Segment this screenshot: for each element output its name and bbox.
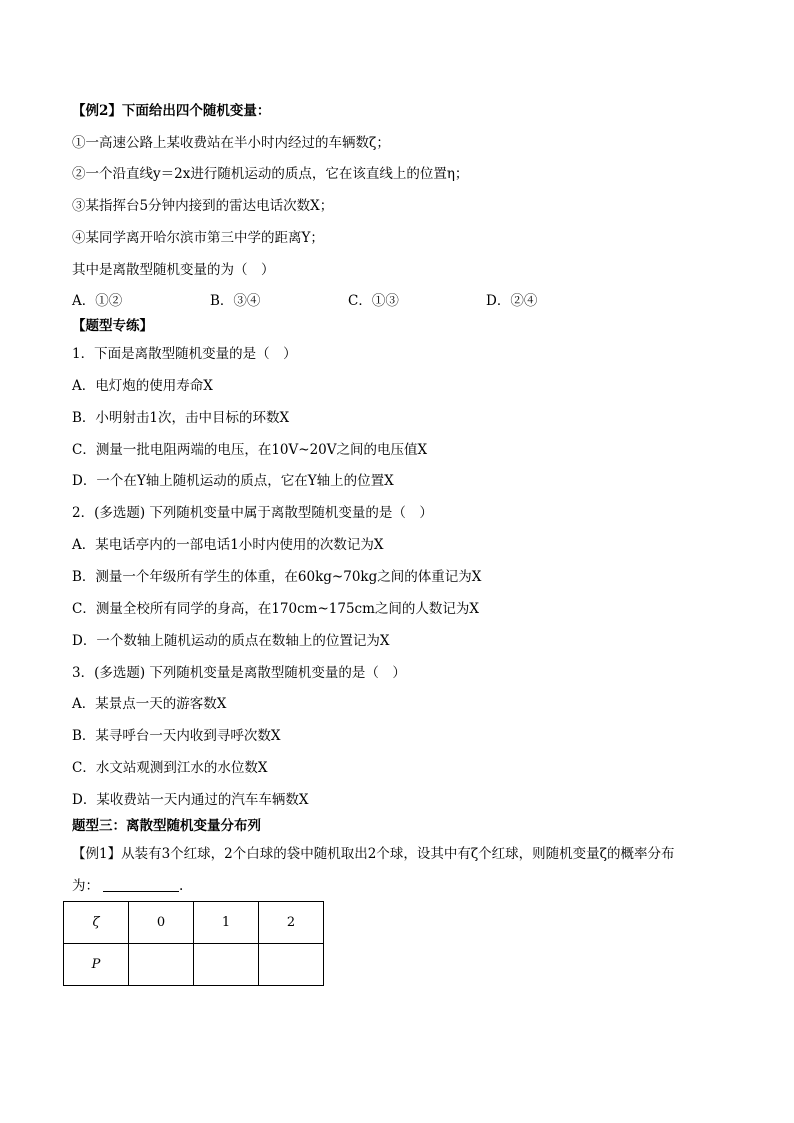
q2-option-a: A．某电话亭内的一部电话1小时内使用的次数记为X: [72, 537, 384, 553]
table-cell-probability-label: P: [64, 944, 129, 986]
table-row: [64, 944, 324, 986]
example2-option-b: B．③④: [210, 293, 261, 309]
table-cell-value: 0: [129, 902, 194, 944]
answer-prefix: 为：: [72, 878, 99, 894]
q2-option-b: B．测量一个年级所有学生的体重，在60kg~70kg之间的体重记为X: [72, 569, 482, 585]
q1-option-c: C．测量一批电阻两端的电压，在10V~20V之间的电压值X: [72, 442, 428, 458]
q3-option-a: A．某景点一天的游客数X: [72, 696, 227, 712]
example2-item-4: ④某同学离开哈尔滨市第三中学的距离Y；: [72, 230, 324, 246]
table-row: [64, 902, 324, 944]
q1-option-a: A．电灯炮的使用寿命X: [72, 378, 213, 394]
example2-option-d: D．②④: [486, 293, 538, 309]
table-cell-value: 2: [259, 902, 324, 944]
answer-period: .: [179, 878, 184, 894]
q2-option-d: D．一个数轴上随机运动的质点在数轴上的位置记为X: [72, 633, 390, 649]
type3-heading: 题型三：离散型随机变量分布列: [72, 818, 261, 834]
q3-option-c: C．水文站观测到江水的水位数X: [72, 760, 268, 776]
q3-stem: 3．(多选题) 下列随机变量是离散型随机变量的是（ ）: [72, 665, 406, 681]
q2-option-c: C．测量全校所有同学的身高，在170cm~175cm之间的人数记为X: [72, 601, 480, 617]
example2-option-a: A．①②: [72, 293, 123, 309]
practice-heading: 【题型专练】: [72, 318, 153, 334]
example2-item-2: ②一个沿直线y＝2x进行随机运动的质点，它在该直线上的位置η；: [72, 166, 469, 182]
example2-title: 【例2】下面给出四个随机变量：: [72, 103, 271, 119]
table-cell-variable: ζ: [64, 902, 129, 944]
example2-option-c: C．①③: [348, 293, 399, 309]
distribution-table: [63, 901, 324, 986]
q1-option-b: B．小明射击1次，击中目标的环数X: [72, 410, 290, 426]
q1-option-d: D．一个在Y轴上随机运动的质点，它在Y轴上的位置X: [72, 473, 394, 489]
example2-item-3: ③某指挥台5分钟内接到的雷达电话次数X；: [72, 198, 334, 214]
q2-stem: 2．(多选题) 下列随机变量中属于离散型随机变量的是（ ）: [72, 505, 433, 521]
example2-item-1: ①一高速公路上某收费站在半小时内经过的车辆数ζ；: [72, 135, 390, 151]
example2-question: 其中是离散型随机变量的为（ ）: [72, 262, 275, 278]
q3-option-b: B．某寻呼台一天内收到寻呼次数X: [72, 728, 281, 744]
answer-blank[interactable]: [103, 877, 179, 892]
table-cell-probability[interactable]: [194, 944, 259, 986]
type3-example1-line2: [72, 876, 183, 896]
table-cell-value: 1: [194, 902, 259, 944]
table-cell-probability[interactable]: [259, 944, 324, 986]
type3-example1-line1: 【例1】从装有3个红球，2个白球的袋中随机取出2个球，设其中有ζ个红球，则随机变量ζ的概率分布: [72, 846, 675, 862]
q3-option-d: D．某收费站一天内通过的汽车车辆数X: [72, 792, 309, 808]
q1-stem: 1．下面是离散型随机变量的是（ ）: [72, 346, 297, 362]
table-cell-probability[interactable]: [129, 944, 194, 986]
